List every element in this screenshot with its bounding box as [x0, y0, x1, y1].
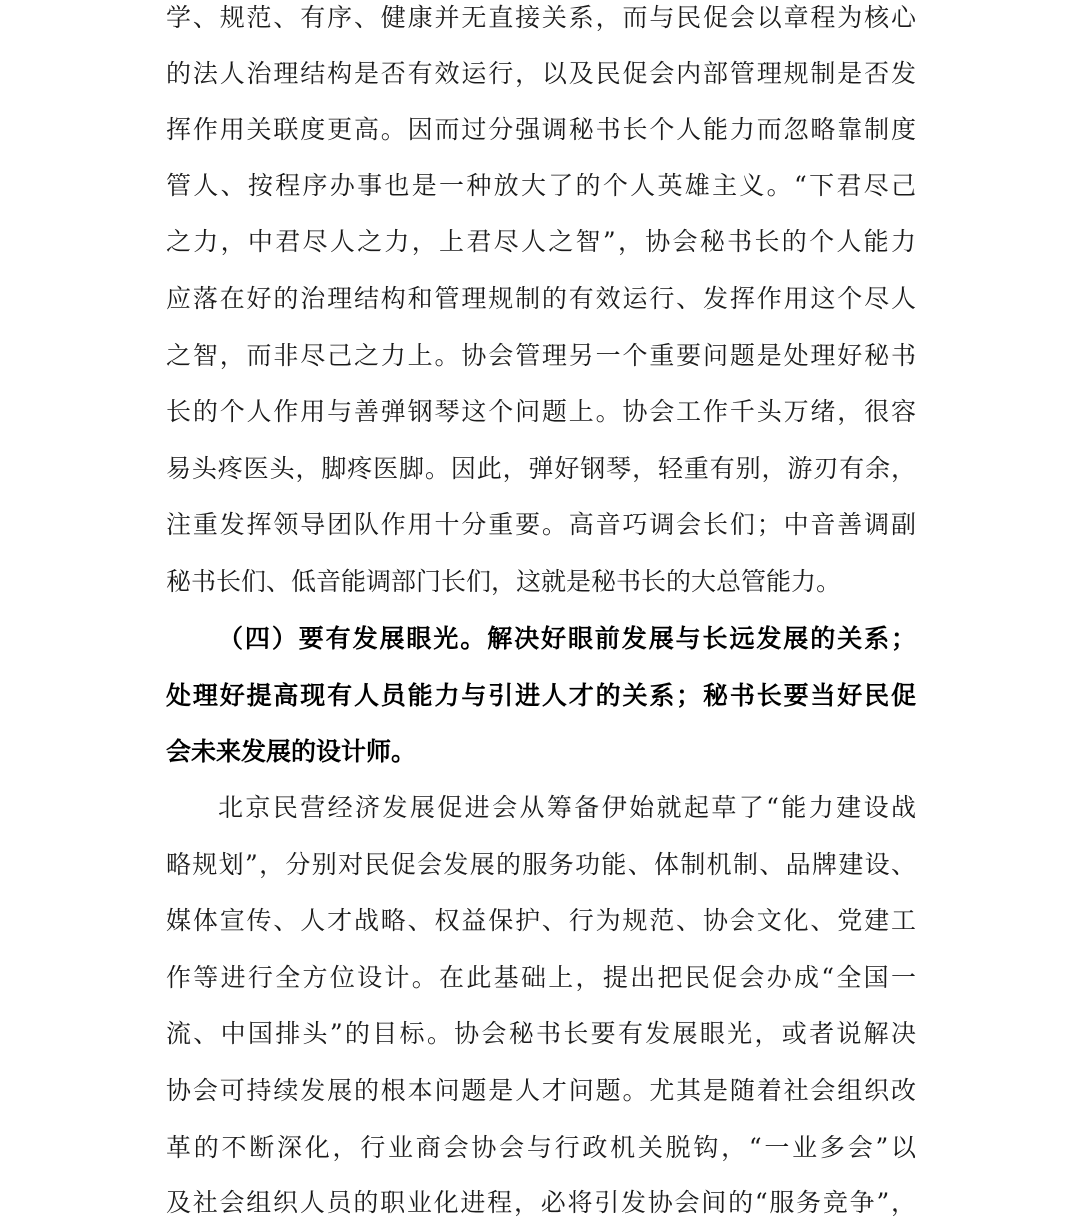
- paragraph-2-line-2: 略规划”，分别对民促会发展的服务功能、体制机制、品牌建设、: [166, 850, 916, 879]
- paragraph-1-line-6: 应落在好的治理结构和管理规制的有效运行、发挥作用这个尽人: [166, 284, 916, 313]
- paragraph-2-line-4: 作等进行全方位设计。在此基础上，提出把民促会办成“全国一: [166, 963, 916, 992]
- paragraph-1-line-10: 注重发挥领导团队作用十分重要。高音巧调会长们；中音善调副: [166, 510, 916, 539]
- paragraph-1-line-5: 之力，中君尽人之力，上君尽人之智”，协会秘书长的个人能力: [166, 227, 916, 256]
- paragraph-1-line-1: 学、规范、有序、健康并无直接关系，而与民促会以章程为核心: [166, 3, 916, 32]
- paragraph-2-line-8: 及社会组织人员的职业化进程，必将引发协会间的“服务竞争”，: [166, 1188, 916, 1217]
- paragraph-1-line-9: 易头疼医头，脚疼医脚。因此，弹好钢琴，轻重有别，游刃有余，: [166, 454, 916, 483]
- paragraph-2-line-3: 媒体宣传、人才战略、权益保护、行为规范、协会文化、党建工: [166, 906, 916, 935]
- paragraph-1-line-11: 秘书长们、低音能调部门长们，这就是秘书长的大总管能力。: [166, 567, 842, 596]
- paragraph-1-line-3: 挥作用关联度更高。因而过分强调秘书长个人能力而忽略靠制度: [166, 115, 916, 144]
- paragraph-1-line-2: 的法人治理结构是否有效运行，以及民促会内部管理规制是否发: [166, 59, 916, 88]
- paragraph-2-line-1: 北京民营经济发展促进会从筹备伊始就起草了“能力建设战: [218, 793, 916, 822]
- paragraph-2-line-5: 流、中国排头”的目标。协会秘书长要有发展眼光，或者说解决: [166, 1019, 916, 1048]
- paragraph-2-line-7: 革的不断深化，行业商会协会与行政机关脱钩，“一业多会”以: [166, 1133, 916, 1162]
- paragraph-1-line-8: 长的个人作用与善弹钢琴这个问题上。协会工作千头万绪，很容: [166, 397, 916, 426]
- paragraph-2-line-6: 协会可持续发展的根本问题是人才问题。尤其是随着社会组织改: [166, 1076, 916, 1105]
- paragraph-1-line-7: 之智，而非尽己之力上。协会管理另一个重要问题是处理好秘书: [166, 341, 916, 370]
- section-heading-line-2: 处理好提高现有人员能力与引进人才的关系；秘书长要当好民促: [166, 681, 916, 710]
- section-heading-line-1: （四）要有发展眼光。解决好眼前发展与长远发展的关系；: [218, 624, 916, 653]
- paragraph-1-line-4: 管人、按程序办事也是一种放大了的个人英雄主义。“下君尽己: [166, 171, 916, 200]
- section-heading-line-3: 会未来发展的设计师。: [166, 737, 417, 766]
